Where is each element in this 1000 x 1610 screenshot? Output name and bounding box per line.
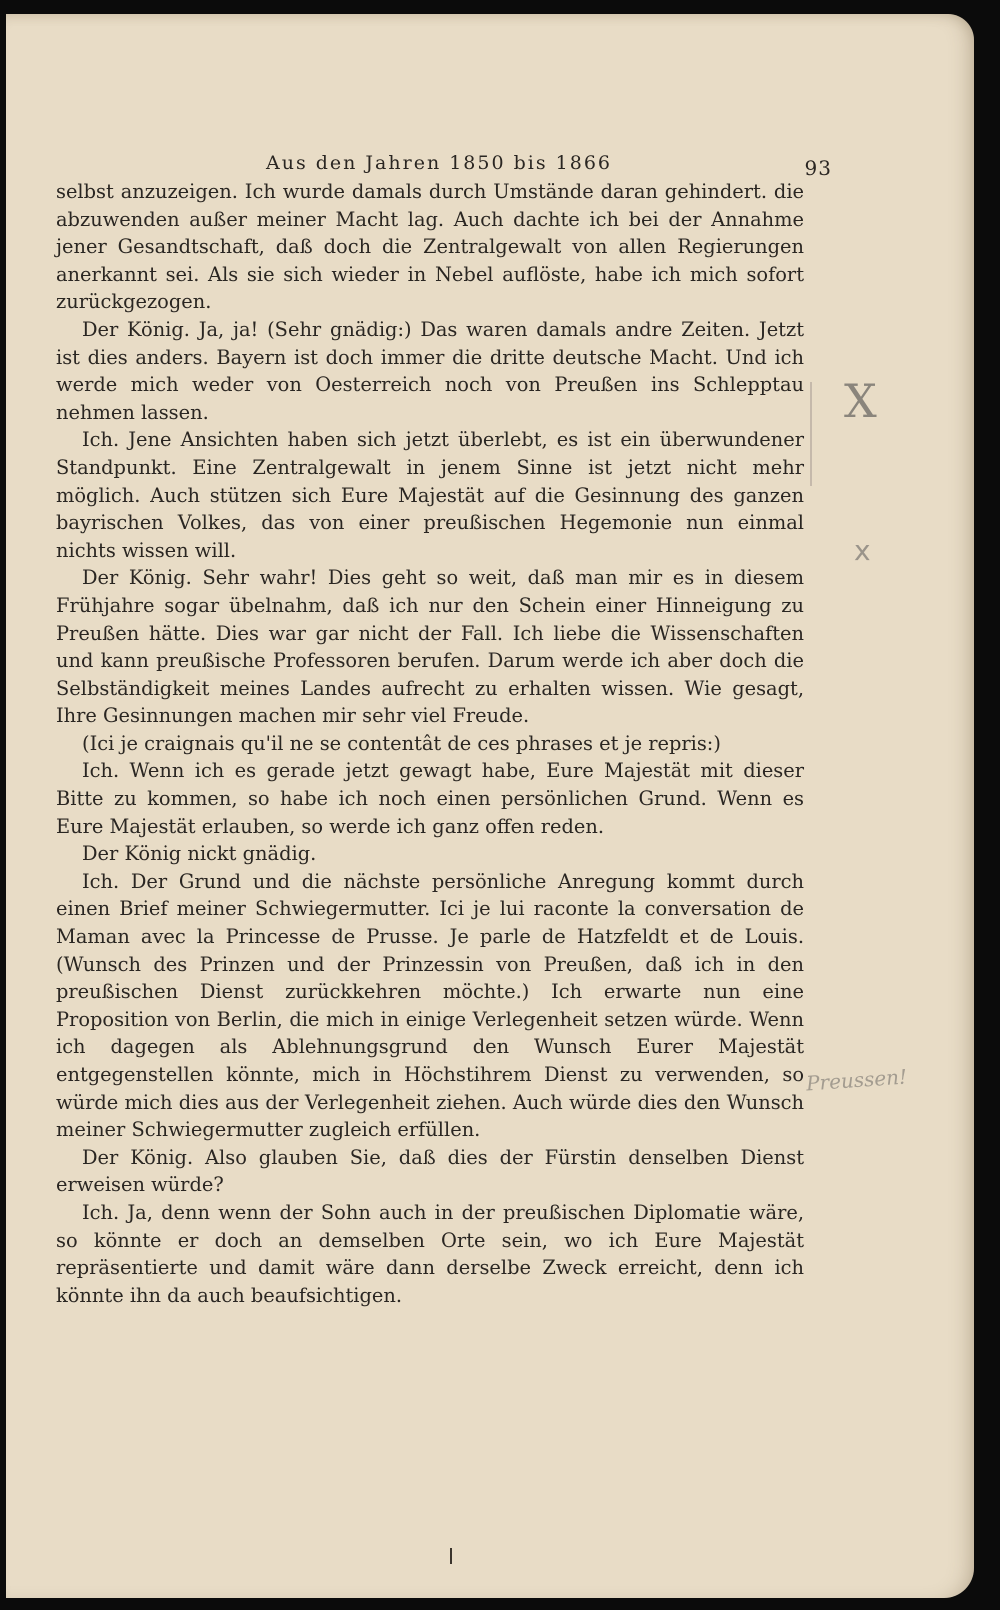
paragraph: Ich. Jene Ansichten haben sich jetzt überlebt, es ist ein überwundener Standpunkt. Eine Zentralgewalt in jenem Sinne ist jetzt nicht mehr möglich. Auch stützen sich Eure Majestät auf die Gesinnung des ganzen bayrischen Volkes, das von einer preußischen Hegemonie nun einmal nichts wissen will. bbox=[56, 428, 804, 562]
book-page bbox=[6, 14, 974, 1598]
footer-mark bbox=[450, 1548, 452, 1564]
paragraph: Ich. Der Grund und die nächste persönliche Anregung kommt durch einen Brief meiner Schwiegermutter. Ici je lui raconte la conversation de Maman avec la Princesse de Prusse. Je parle de Hatzfeldt et de Louis. (Wunsch des Prinzen und der Prinzessin von Preußen, daß ich in den preußischen Dienst zurückkehren möchte.) Ich erwarte nun eine Proposition von Berlin, die mich in einige Verlegenheit setzen würde. Wenn ich dagegen als Ablehnungsgrund den Wunsch Eurer Majestät entgegenstellen könnte, mich in Höchstihrem Dienst zu verwenden, so würde mich dies aus der Verlegenheit ziehen. Auch würde dies den Wunsch meiner Schwiegermutter zugleich erfüllen. bbox=[56, 869, 804, 1142]
margin-note-x-large: X bbox=[844, 374, 877, 428]
paragraph: Der König. Sehr wahr! Dies geht so weit, daß man mir es in diesem Frühjahre sogar übelnahm, daß ich nur den Schein einer Hinneigung zu Preußen hätte. Dies war gar nicht der Fall. Ich liebe die Wissenschaften und kann preußische Professoren berufen. Darum werde ich aber doch die Selbständigkeit meines Landes aufrecht zu erhalten wissen. Wie gesagt, Ihre Gesinnungen machen mir sehr viel Freude. bbox=[56, 566, 804, 728]
paragraph: Der König. Also glauben Sie, daß dies der Fürstin denselben Dienst erweisen würde? bbox=[56, 1145, 804, 1197]
page-number: 93 bbox=[804, 156, 832, 180]
margin-note-x-small: x bbox=[854, 534, 871, 567]
running-title: Aus den Jahren 1850 bis 1866 bbox=[266, 152, 612, 174]
page-header bbox=[56, 132, 832, 180]
paragraph: Der König. Ja, ja! (Sehr gnädig:) Das waren damals andre Zeiten. Jetzt ist dies anders. Bayern ist doch immer die dritte deutsche Macht. Und ich werde mich weder von Oesterreich noch von Preußen ins Schlepptau nehmen lassen. bbox=[56, 317, 804, 424]
body-text bbox=[56, 178, 804, 1309]
page-content bbox=[56, 132, 832, 1309]
paragraph: Ich. Ja, denn wenn der Sohn auch in der preußischen Diplomatie wäre, so könnte er doch an demselben Orte sein, wo ich Eure Majestät repräsentierte und damit wäre dann derselbe Zweck erreicht, denn ich könnte ihn da auch beaufsichtigen. bbox=[56, 1200, 804, 1307]
paragraph: Der König nickt gnädig. bbox=[82, 842, 317, 866]
paragraph: (Ici je craignais qu'il ne se contentât de ces phrases et je repris:) bbox=[82, 731, 721, 755]
margin-note-prussia: Preussen! bbox=[805, 1064, 908, 1096]
paragraph: Ich. Wenn ich es gerade jetzt gewagt habe, Eure Majestät mit dieser Bitte zu kommen, so habe ich noch einen persönlichen Grund. Wenn es Eure Majestät erlauben, so werde ich ganz offen reden. bbox=[56, 759, 804, 838]
margin-pencil-line bbox=[810, 382, 812, 486]
paragraph: selbst anzuzeigen. Ich wurde damals durch Umstände daran gehindert. die abzuwenden außer meiner Macht lag. Auch dachte ich bei der Annahme jener Gesandtschaft, daß doch die Zentralgewalt von allen Regierungen anerkannt sei. Als sie sich wieder in Nebel auflöste, habe ich mich sofort zurückgezogen. bbox=[56, 180, 804, 314]
